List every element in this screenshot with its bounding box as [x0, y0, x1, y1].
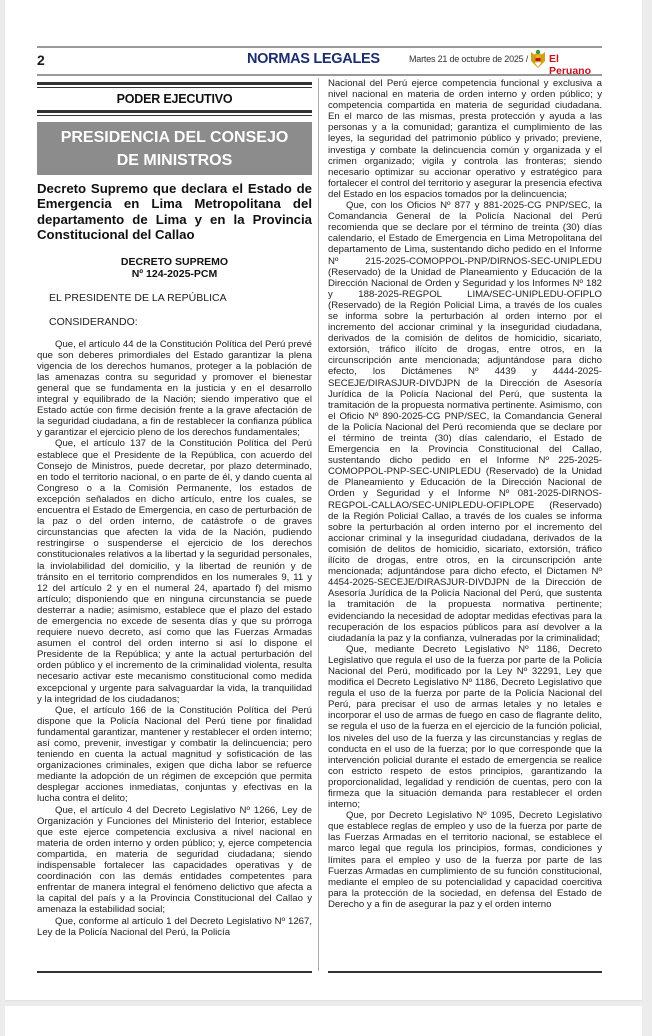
branch-heading: PODER EJECUTIVO	[116, 92, 233, 106]
rule	[37, 110, 312, 116]
peru-coat-of-arms-icon	[530, 49, 546, 69]
left-body	[37, 339, 312, 938]
entity-line-1: PRESIDENCIA DEL CONSEJO	[60, 129, 289, 146]
paragraph: Que, mediante Decreto Legislativo Nº 1186, Decreto Legislativo que regula el uso de la fuerza por parte de la Policía Nacional del Perú, modificado por la Ley Nº 32291, Ley que modifica el Decreto Legislativo Nº 1186, Decreto Legislativo que regula el uso de la fuerza por parte de la Policía Nacional del Perú, para precisar el uso de armas letales y no letales e incorporar el uso de armas de fuego en caso de flagrante delito, se regula el uso de la fuerza en el ejercicio de la función policial, los niveles del uso de la fuerza y las circunstancias y reglas de conducta en el uso de la fuerza; por lo que corresponde que la intervención policial durante el estado de emergencia se realice con estricto respeto de estos principios, garantizando la proporcionalidad, legalidad y rendición de cuentas, pero con la firmeza que la situación demanda para restablecer el orden interno;	[328, 643, 602, 811]
column-divider	[318, 78, 319, 971]
paragraph: Que, conforme al artículo 1 del Decreto Legislativo Nº 1267, Ley de la Policía Nacional del Perú, la Policía	[37, 915, 312, 938]
decree-number-block	[37, 256, 312, 280]
publication-date: Martes 21 de octubre de 2025 /	[409, 54, 529, 64]
left-column	[37, 82, 312, 938]
paragraph: Que, el artículo 4 del Decreto Legislativo Nº 1266, Ley de Organización y Funciones del Ministerio del Interior, establece que este ejerce competencia exclusiva a nivel nacional en materia de orden interno y orden público; y, ejerce competencia compartida, en materia de seguridad ciudadana; siendo indispensable fortalecer las capacidades operativas y de coordinación con las demás entidades competentes para enfrentar de manera integral el fenómeno delictivo que afecta a la capital del país y a la Provincia Constitucional del Callao y amenaza la estabilidad social;	[37, 804, 312, 916]
bottom-rule-right	[328, 971, 602, 973]
paragraph: Que, el artículo 166 de la Constitución Política del Perú dispone que la Policía Nacional del Perú tiene por finalidad fundamental garantizar, mantener y restablecer el orden interno; así como, prevenir, investigar y combatir la delincuencia; pero teniendo en cuenta la actual magnitud y sofisticación de las organizaciones criminales, exigen que dicha labor se refuerce mediante la adopción de un régimen de excepción que permita desplegar acciones inmediatas, conjuntas y efectivas en la lucha contra el delito;	[37, 704, 312, 805]
brand-name: El Peruano	[549, 53, 592, 77]
right-body	[328, 78, 602, 910]
right-column	[328, 78, 602, 910]
paragraph: Que, el artículo 44 de la Constitución Política del Perú prevé que son deberes primordiales del Estado garantizar la plena vigencia de los derechos humanos, proteger a la población de las amenazas contra su seguridad y promover el bienestar general que se fundamenta en la justicia y en el desarrollo integral y equilibrado de la Nación; siendo imperativo que el Estado actúe con firme decisión frente a la grave afectación de la seguridad ciudadana, a fin de restablecer la confianza pública y garantizar el ejercicio pleno de los derechos fundamentales;	[37, 338, 312, 439]
rule	[37, 82, 312, 88]
masthead	[37, 46, 602, 76]
decree-title: Decreto Supremo que declara el Estado de Emergencia en Lima Metropolitana del departamento de Lima y en la Provincia Constitucional del Callao	[37, 181, 312, 243]
issuer: EL PRESIDENTE DE LA REPÚBLICA	[49, 291, 227, 304]
considering-heading: CONSIDERANDO:	[49, 315, 138, 328]
entity-line-2: DE MINISTROS	[116, 152, 233, 169]
decree-type: DECRETO SUPREMO	[120, 255, 229, 268]
decree-number: Nº 124-2025-PCM	[131, 267, 218, 280]
paragraph: Que, con los Oficios Nº 877 y 881-2025-CG PNP/SEC, la Comandancia General de la Policía Nacional del Perú recomienda que se declare por el término de treinta (30) días calendario, el Estado de Emergencia en Lima Metropolitana del departamento de Lima, sustentando dicho pedido en el Informe Nº 215-2025-COMOPPOL-PNP/DIRNOS-SEC-UNIPLEDU (Reservado) de la Unidad de Planeamiento y Educación de la Dirección Nacional de Orden y Seguridad y los Informes Nº 182 y 188-2025-REGPOL LIMA/SEC-UNIPLEDU-OFIPLO (Reservado) de la Región Policial Lima, a través de los cuales se informa sobre la perturbación al orden interno por el incremento del accionar criminal y la inseguridad ciudadana, derivados de la comisión de delitos de homicidio, sicariato, extorsión, tráfico ilícito de drogas, entre otros, en la circunscripción ante mencionada; adjuntándose para dicho efecto, los Dictámenes Nº 4439 y 4444-2025-SECEJE/DIRASJUR-DIVDJPN de la Dirección de Asesoría Jurídica de la Policía Nacional del Perú, que sustenta la tramitación de la propuesta normativa pertinente. Asimismo, con el Oficio Nº 890-2025-CG PNP/SEC, la Comandancia General de la Policía Nacional del Perú recomienda que se declare por el término de treinta (30) días calendario, el Estado de Emergencia en la Provincia Constitucional del Callao, sustentando dicho pedido en el Informe Nº 225-2025-COMOPPOL-PNP-SEC-UNIPLEDU (Reservado) de la Unidad de Planeamiento y Educación de la Dirección Nacional de Orden y Seguridad y el Informe Nº 081-2025-DIRNOS-REGPOL-CALLAO/SEC-UNIPLEDU-OFIPLOPE (Reservado) de la Región Policial Callao, a través de los cuales se informa sobre la perturbación al orden interno por el incremento del accionar criminal y la inseguridad ciudadana, derivados de la comisión de delitos de homicidio, sicariato, extorsión, tráfico ilícito de drogas, entre otros, en la circunscripción ante mencionada; adjuntándose para dicho efecto, el Dictamen Nº 4454-2025-SECEJE/DIRASJUR-DIVDJPN de la Dirección de Asesoría Jurídica de la Policía Nacional del Perú, que sustenta la tramitación de la propuesta normativa pertinente; evidenciando la necesidad de adoptar medidas efectivas para la recuperación de los espacios públicos para así devolver a la ciudadanía la paz y la confianza, vulneradas por la criminalidad;	[328, 200, 602, 644]
next-page-edge	[5, 1006, 642, 1036]
page-number: 2	[37, 52, 45, 68]
paragraph-continued: Nacional del Perú ejerce competencia funcional y exclusiva a nivel nacional en materia de orden interno y orden público; y competencia compartida en materia de seguridad ciudadana. En el marco de las mismas, presta protección y ayuda a las personas y a la comunidad; garantiza el cumplimiento de las leyes, la seguridad del patrimonio público y privado; previene, investiga y combate la delincuencia común y organizada y el crimen organizado; vigila y controla las fronteras; siendo necesario optimizar su accionar operativo y estratégico para fortalecer el control del territorio y asegurar la presencia efectiva del Estado en los espacios tomados por la delincuencia;	[328, 78, 602, 200]
paragraph: Que, por Decreto Legislativo Nº 1095, Decreto Legislativo que establece reglas de empleo y uso de la fuerza por parte de las Fuerzas Armadas en el territorio nacional, se establece el marco legal que regula los principios, formas, condiciones y límites para el empleo y uso de la fuerza por parte de las Fuerzas Armadas en cumplimiento de su función constitucional, mediante el empleo de su potencialidad y capacidad coercitiva para la protección de la sociedad, en defensa del Estado de Derecho y a fin de asegurar la paz y el orden interno	[328, 810, 602, 910]
section-title: NORMAS LEGALES	[247, 51, 380, 67]
entity-banner	[37, 122, 312, 175]
bottom-rule-left	[37, 971, 312, 973]
paragraph: Que, el artículo 137 de la Constitución Política del Perú establece que el Presidente de la República, con acuerdo del Consejo de Ministros, puede decretar, por plazo determinado, en todo el territorio nacional, o en parte de él, y dando cuenta al Congreso o a la Comisión Permanente, los estados de excepción señalados en dicho artículo, entre los cuales, se encuentra el Estado de Emergencia, en caso de perturbación de la paz o del orden interno, de catástrofe o de graves circunstancias que afecten la vida de la Nación, pudiendo restringirse o suspenderse el ejercicio de los derechos constitucionales relativos a la libertad y la seguridad personales, la inviolabilidad del domicilio, y la libertad de reunión y de tránsito en el territorio comprendidos en los numerales 9, 11 y 12 del artículo 2 y en el numeral 24, apartado f) del mismo artículo; disponiendo que en ninguna circunstancia se puede desterrar a nadie; asimismo, establece que el plazo del estado de emergencia no excede de sesenta días y que su prórroga requiere nuevo decreto, así como que las Fuerzas Armadas asumen el control del orden interno si así lo dispone el Presidente de la República; y ante la actual perturbación del orden público y el incremento de la criminalidad violenta, resulta necesario activar este mecanismo constitucional como medida excepcional y urgente para salvaguardar la vida, la tranquilidad y la integridad de los ciudadanos;	[37, 438, 312, 705]
